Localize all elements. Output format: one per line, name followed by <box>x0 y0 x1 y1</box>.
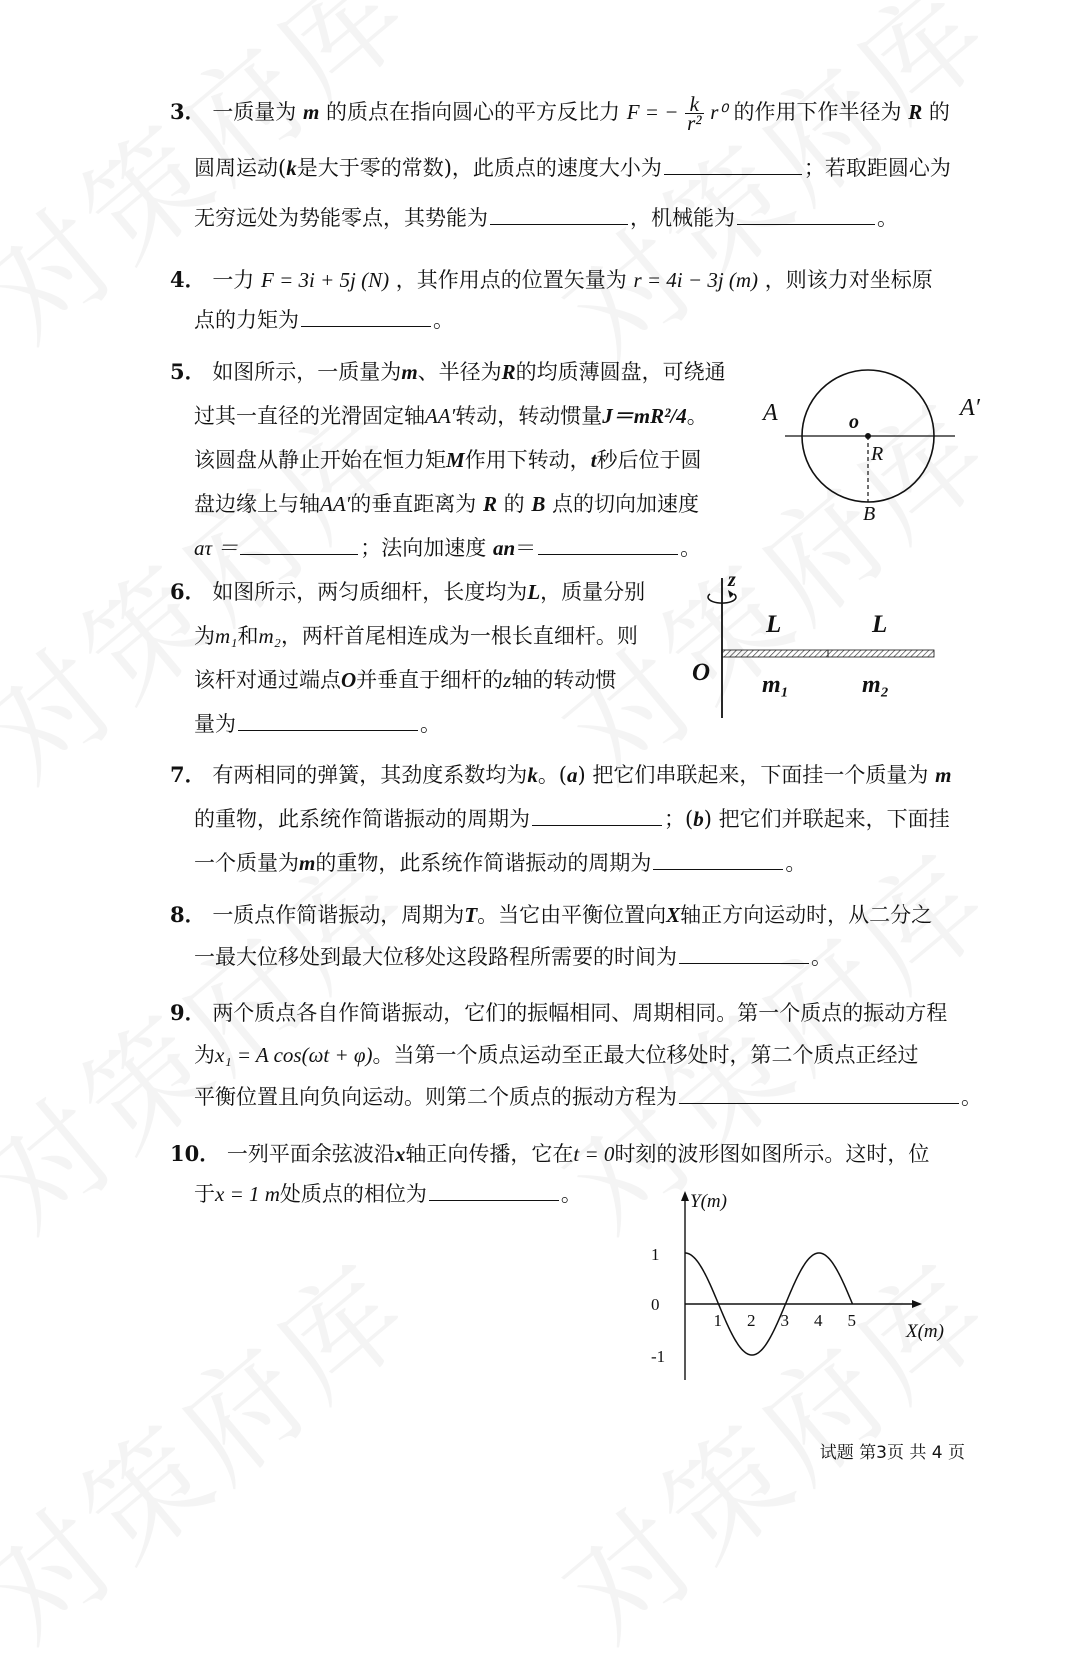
question-number: 10． <box>170 1141 221 1166</box>
text: ；( <box>664 807 694 831</box>
text: 轴正向传播，它在 <box>405 1142 574 1166</box>
text: 的均质薄圆盘，可绕通 <box>515 360 726 384</box>
text: 作用下转动， <box>464 448 591 472</box>
label-R: R <box>871 443 884 465</box>
label-A-prime: A′ <box>960 395 980 421</box>
answer-blank-mechanical-energy[interactable] <box>737 223 875 225</box>
text: 一力 <box>212 268 255 292</box>
text: 有两相同的弹簧，其劲度系数均为 <box>212 763 528 787</box>
text: 两个质点各自作简谐振动，它们的振幅相同、周期相同。第一个质点的振动方程 <box>212 1001 948 1025</box>
text: 时刻的波形图如图所示。这时，位 <box>614 1142 930 1166</box>
text: 盘边缘上与轴 <box>194 492 320 516</box>
text: 如图所示，两匀质细杆，长度均为 <box>212 580 528 604</box>
var-R: R <box>482 492 497 516</box>
answer-blank-phase[interactable] <box>429 1199 559 1201</box>
text: 和 <box>237 624 259 648</box>
var-X: X <box>666 903 681 927</box>
text: 该圆盘从静止开始在恒力矩 <box>194 448 446 472</box>
var-m: m <box>401 360 418 384</box>
text: 的质点在指向圆心的平方反比力 <box>326 100 621 124</box>
answer-blank-torque[interactable] <box>301 325 431 327</box>
formula-force-vector: F = 3i + 5j (N) <box>261 268 390 292</box>
question-number: 4． <box>170 267 206 292</box>
var-m: m <box>935 763 952 787</box>
text: 秒后位于圆 <box>596 448 702 472</box>
text: ) 把它们并联起来，下面挂 <box>703 807 950 831</box>
text: 。 <box>811 945 832 969</box>
text: 为 <box>194 1043 215 1067</box>
var-B: B <box>531 492 546 516</box>
text: 。 <box>961 1085 982 1109</box>
label-A: A <box>763 400 778 426</box>
var-m1: m₁ <box>215 624 238 648</box>
var-L: L <box>527 580 541 604</box>
var-a: a <box>567 763 578 787</box>
question-number: 6． <box>170 579 206 604</box>
answer-blank-time[interactable] <box>679 962 809 964</box>
text: 的 <box>503 492 525 516</box>
text: 的 <box>928 100 950 124</box>
question-number: 8． <box>170 902 206 927</box>
answer-blank-oscillation-equation[interactable] <box>679 1102 959 1104</box>
text: 点的切向加速度 <box>552 492 700 516</box>
var-x: x <box>394 1142 406 1166</box>
formula-moment-of-inertia: J＝mR²/4 <box>602 404 687 428</box>
text: ＝ <box>515 536 537 560</box>
var-b: b <box>693 807 704 831</box>
answer-blank-speed[interactable] <box>664 173 802 175</box>
label-z: z <box>728 569 736 591</box>
x-tick-label-2: 2 <box>747 1311 756 1330</box>
y-axis-label: Y(m) <box>690 1191 727 1212</box>
text: 轴正方向运动时，从二分之 <box>680 903 933 927</box>
text: 为 <box>194 624 215 648</box>
formula-position-vector: r = 4i − 3j (m) <box>633 268 759 292</box>
question-6 <box>170 570 645 746</box>
text: 一列平面余弦波沿 <box>226 1142 395 1166</box>
text: 处质点的相位为 <box>279 1182 427 1206</box>
label-L-2: L <box>872 611 888 638</box>
var-k: k <box>286 156 297 180</box>
text: 一最大位移处到最大位移处这段路程所需要的时间为 <box>194 945 677 969</box>
label-m2: m₂ <box>862 672 890 698</box>
question-number: 5． <box>170 359 206 384</box>
text: 一质点作简谐振动，周期为 <box>212 903 465 927</box>
var-k: k <box>527 763 538 787</box>
text: 并垂直于细杆的 <box>356 668 504 692</box>
text: 。 <box>433 308 454 332</box>
text: 一质量为 <box>212 100 297 124</box>
formula-oscillation: x₁ = A cos(ωt + φ) <box>215 1043 373 1067</box>
frac-numerator: k <box>685 95 703 114</box>
x-tick-label-3: 3 <box>780 1311 789 1330</box>
text: 量为 <box>194 712 236 736</box>
formula-unit-vector: r⁰ <box>710 100 727 124</box>
text: ，质量分别 <box>540 580 646 604</box>
y-axis-arrow <box>681 1191 689 1201</box>
page-footer: 试题 第3页 共 4 页 <box>819 1443 965 1463</box>
question-9 <box>170 991 982 1119</box>
text: 。当它由平衡位置向 <box>477 903 667 927</box>
label-o: o <box>849 411 859 433</box>
var-R: R <box>908 100 923 124</box>
question-number: 3． <box>170 99 206 124</box>
answer-blank-tangential-acceleration[interactable] <box>240 553 358 555</box>
answer-blank-parallel-period[interactable] <box>653 868 783 870</box>
text: ，机械能为 <box>630 206 735 230</box>
rod-2 <box>828 650 934 657</box>
var-a-normal: an <box>492 536 516 560</box>
rod-1 <box>722 650 828 657</box>
label-O: O <box>692 659 711 686</box>
text: 。 <box>785 851 807 875</box>
text: ；若取距圆心为 <box>803 156 951 180</box>
text: 如图所示，一质量为 <box>212 360 402 384</box>
answer-blank-potential-energy[interactable] <box>490 223 628 225</box>
text: 的垂直距离为 <box>350 492 477 516</box>
var-O: O <box>341 668 357 692</box>
rotation-arrowhead <box>728 590 734 598</box>
question-5 <box>170 350 726 570</box>
question-3 <box>170 90 951 240</box>
var-a-tangential: aτ ＝ <box>194 536 239 560</box>
text: 是大于零的常数)，此质点的速度大小为 <box>296 156 662 180</box>
text: ) 把它们串联起来，下面挂一个质量为 <box>577 763 929 787</box>
text: 一个质量为 <box>194 851 299 875</box>
var-m: m <box>299 851 316 875</box>
var-t: t <box>590 448 597 472</box>
var-z: z <box>503 668 512 692</box>
x-axis-label: X(m) <box>906 1321 944 1342</box>
answer-blank-series-period[interactable] <box>532 824 662 826</box>
text: 的重物，此系统作简谐振动的周期为 <box>194 807 530 831</box>
text: 过其一直径的光滑固定轴 <box>194 404 425 428</box>
text: 无穷远处为势能零点，其势能为 <box>194 206 488 230</box>
x-axis-arrow <box>912 1300 922 1308</box>
text: 。当第一个质点运动至正最大位移处时，第二个质点正经过 <box>372 1043 919 1067</box>
label-L-1: L <box>766 611 782 638</box>
text: 。 <box>560 1182 582 1206</box>
rods-figure <box>688 568 948 723</box>
formula-x1m: x = 1 m <box>215 1182 280 1206</box>
text: 。 <box>877 206 898 230</box>
text: ，其作用点的位置矢量为 <box>395 268 627 292</box>
question-number: 7． <box>170 762 206 787</box>
text: 轴的转动惯 <box>511 668 617 692</box>
var-T: T <box>464 903 478 927</box>
text: 转动，转动惯量 <box>455 404 603 428</box>
text: 圆周运动( <box>194 156 287 180</box>
answer-blank-moment-of-inertia[interactable] <box>238 729 418 731</box>
text: 。( <box>537 763 568 787</box>
label-B: B <box>863 503 876 525</box>
question-8 <box>170 893 932 979</box>
var-m2: m₂ <box>258 624 281 648</box>
watermark <box>0 1218 440 1674</box>
x-tick-label-1: 1 <box>713 1311 722 1330</box>
text: 。 <box>680 536 702 560</box>
var-M: M <box>446 448 465 472</box>
text: 的作用下作半径为 <box>733 100 902 124</box>
text: ，两杆首尾相连成为一根长直细杆。则 <box>280 624 638 648</box>
fraction-k-r2 <box>685 92 703 135</box>
var-axis: AA′ <box>425 404 456 428</box>
y-tick-label--1: -1 <box>651 1347 666 1366</box>
text: 。 <box>420 712 441 736</box>
var-axis: AA′ <box>320 492 351 516</box>
text: 、半径为 <box>417 360 502 384</box>
formula-force: F = − <box>626 100 679 124</box>
formula-t0: t = 0 <box>573 1142 615 1166</box>
text: ；法向加速度 <box>360 536 487 560</box>
wave-chart <box>630 1185 970 1385</box>
x-tick-label-5: 5 <box>847 1311 856 1330</box>
question-number: 9． <box>170 1000 206 1025</box>
text: 平衡位置且向负向运动。则第二个质点的振动方程为 <box>194 1085 677 1109</box>
x-tick-label-4: 4 <box>814 1311 823 1330</box>
text: 于 <box>194 1182 215 1206</box>
disc-figure <box>755 360 995 530</box>
label-m1: m₁ <box>762 672 790 698</box>
text: 的重物，此系统作简谐振动的周期为 <box>315 851 652 875</box>
question-7 <box>170 753 951 885</box>
answer-blank-normal-acceleration[interactable] <box>538 553 678 555</box>
question-4 <box>170 258 933 342</box>
text: 点的力矩为 <box>194 308 299 332</box>
text: 。 <box>686 404 708 428</box>
var-R: R <box>501 360 516 384</box>
text: ，则该力对坐标原 <box>764 268 933 292</box>
text: 该杆对通过端点 <box>194 668 341 692</box>
y-tick-label-0: 0 <box>651 1295 660 1314</box>
frac-denominator: r² <box>687 111 702 135</box>
y-tick-label-1: 1 <box>651 1245 660 1264</box>
var-m: m <box>303 100 320 124</box>
